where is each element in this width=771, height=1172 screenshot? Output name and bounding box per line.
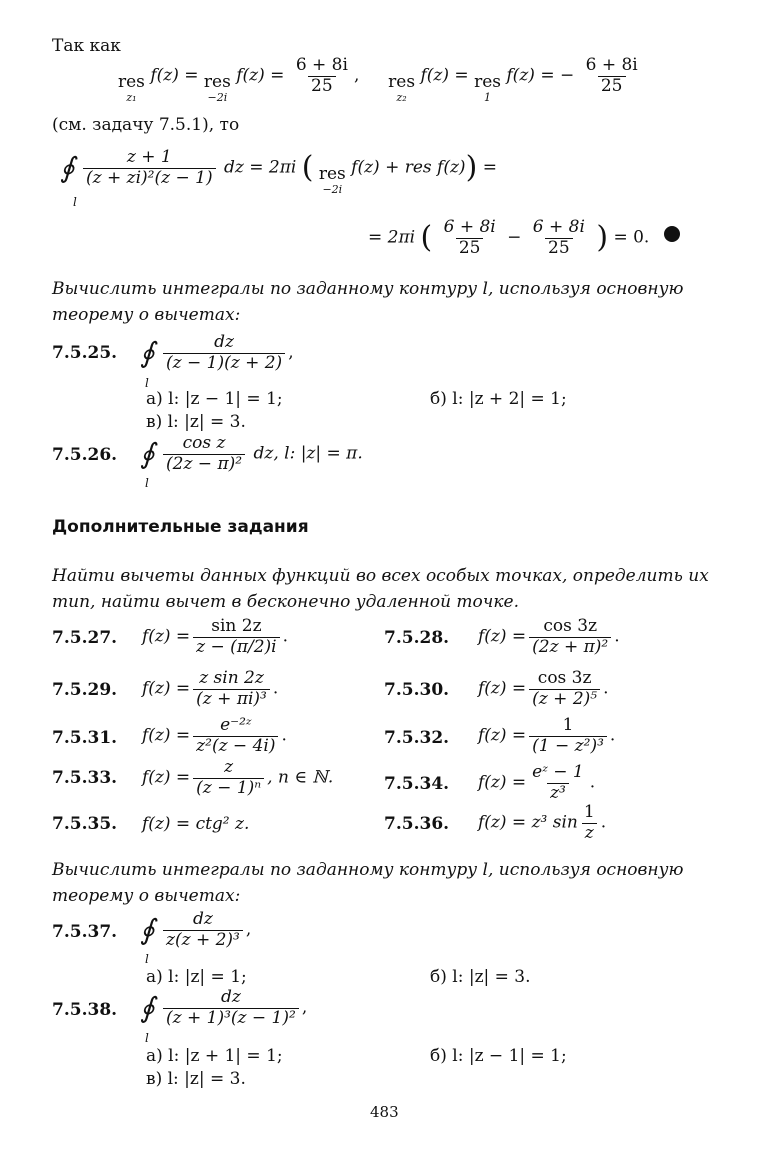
problem-number: 7.5.27. [52, 628, 118, 648]
problem-integral: ∮ $\frac{dz}{\text{z(z + 2)³}}$ , [140, 909, 252, 950]
problem-variant: б) l: |z| = 3. [430, 967, 531, 987]
function-def: f(z) = $\frac{\text{z sin 2z}}{\text{(z + πi)³}}$ . [142, 668, 279, 709]
section-heading: Дополнительные задания [52, 517, 309, 537]
res-m2i: res −2i [203, 71, 231, 104]
res-z2: res z₂ [388, 71, 416, 104]
integral-equation-line2: = 2πi ( $\frac{6 + 8i}{25}$ − $\frac{6 + 8i}{25}$ ) = 0. [368, 217, 650, 258]
contour-integral-icon: ∮ [60, 151, 75, 185]
see-problem-text: (см. задачу 7.5.1), то [52, 115, 240, 135]
function-def: f(z) = $\frac{\text{e⁻²ᶻ}}{\text{z²(z − 4i)}}$ . [142, 715, 287, 756]
problem-number: 7.5.37. [52, 922, 118, 942]
problem-number: 7.5.32. [384, 728, 450, 748]
problem-number: 7.5.35. [52, 814, 118, 834]
problem-variant: в) l: |z| = 3. [146, 412, 246, 432]
function-def: f(z) = ctg² z. [142, 814, 250, 834]
problem-number: 7.5.29. [52, 680, 118, 700]
task3-intro: Вычислить интегралы по заданному контуру l, используя основную теорему о вычетах: [52, 860, 684, 906]
end-of-solution-icon [664, 226, 680, 242]
intro-text: Так как [52, 36, 121, 56]
function-def: f(z) = z³ sin $\frac{1}{z}$ . [478, 802, 607, 843]
contour-integral-icon: ∮ [140, 437, 155, 471]
problem-variant: в) l: |z| = 3. [146, 1069, 246, 1089]
problem-integral: ∮ $\frac{dz}{(z - 1)(z + 2)}$ , [140, 332, 294, 373]
function-def: f(z) = $\frac{\cos 3z}{\text{(2z + π)²}}$ . [478, 616, 620, 657]
function-def: f(z) = $\frac{\cos 3z}{\text{(z + 2)⁵}}$ . [478, 668, 609, 709]
problem-variant: б) l: |z − 1| = 1; [430, 1046, 567, 1066]
page-number: 483 [370, 1103, 399, 1121]
function-def: f(z) = $\frac{z}{\text{(z − 1)ⁿ}}$ , n ∈ ℕ. [142, 757, 334, 798]
contour-integral-icon: ∮ [140, 913, 155, 947]
problem-number: 7.5.31. [52, 728, 118, 748]
res-z1: res z₁ [118, 71, 145, 104]
residue-equation: res z₁ f(z) = res −2i f(z) = $\frac{6 + 8i}{25}$ , res z₂ f(z) = res 1 f(z) = − $\frac{6 + 8i}{25}$ [118, 56, 644, 103]
problem-number: 7.5.33. [52, 768, 118, 788]
problem-variant: а) l: |z| = 1; [146, 967, 247, 987]
task1-intro: Вычислить интегралы по заданному контуру l, используя основную теорему о вычетах: [52, 279, 684, 325]
problem-variant: а) l: |z − 1| = 1; [146, 389, 283, 409]
problem-integral: ∮ $\frac{\text{cos z}}{\text{(2z − π)²}}$ dz, l: |z| = π. [140, 433, 363, 474]
problem-number: 7.5.26. [52, 445, 118, 465]
problem-number: 7.5.34. [384, 774, 450, 794]
residue-value-fraction-2: $\frac{6 + 8i}{25}$ [585, 55, 638, 96]
problem-variant: б) l: |z + 2| = 1; [430, 389, 567, 409]
contour-integral-icon: ∮ [140, 991, 155, 1025]
task2-intro: Найти вычеты данных функций во всех особых точках, определить их тип, найти вычет в бесконечно удаленной точке. [52, 566, 709, 612]
residue-value-fraction: $\frac{6 + 8i}{25}$ [295, 55, 348, 96]
res-1: res 1 [474, 71, 501, 104]
function-def: f(z) = $\frac{\text{eᶻ − 1}}{\text{z³}}$ . [478, 762, 596, 803]
problem-number: 7.5.28. [384, 628, 450, 648]
problem-variant: а) l: |z + 1| = 1; [146, 1046, 283, 1066]
problem-integral: ∮ $\frac{dz}{\text{(z + 1)³(z − 1)²}}$ , [140, 987, 308, 1028]
problem-number: 7.5.36. [384, 814, 450, 834]
problem-number: 7.5.30. [384, 680, 450, 700]
textbook-page: Так как res z₁ f(z) = res −2i f(z) = $\frac{6 + 8i}{25}$ , res z₂ f(z) = res 1 f(z) = − $\frac{6 + 8i}{25}$ (см. задачу 7.5.1), то ∮ $\frac{z + 1}{\text{(z + zi)²(z − 1)}}$ dz = 2πi ( res −2i f(z) + res f(z)) = l = 2πi ( $\frac{6 + 8i}{25}$ − $\frac{6 + 8i}{25}$ ) = 0. Вычислить интегралы по заданному контуру l, используя основную теорему о вычетах: 7.5.25. ∮ $\frac{dz}{(z - 1)(z + 2)}$ , l а) l: |z − 1| = 1; б) l: |z + 2| = 1; в) l: |z| = 3. 7.5.26. ∮ $\frac{\text{cos z}}{\text{(2z − π)²}}$ dz, l: |z| = π. l Дополнительные задания Найти вычеты данных функций во всех особых точках, определить их тип, найти вычет в бесконечно удаленной точке. 7.5.27. f(z) = $\frac{\sin 2z}{z - (\pi/2)i}$ . 7.5.28. f(z) = $\frac{\cos 3z}{\text{(2z + π)²}}$ . 7.5.29. f(z) = $\frac{\text{z sin 2z}}{\text{(z + πi)³}}$ . 7.5.30. f(z) = $\frac{\cos 3z}{\text{(z + 2)⁵}}$ . 7.5.31. f(z) = $\frac{\text{e⁻²ᶻ}}{\text{z²(z − 4i)}}$ . 7.5.32. f(z) = $\frac{1}{\text{(1 − z²)³}}$ . 7.5.33. f(z) = $\frac{z}{\text{(z − 1)ⁿ}}$ , n ∈ ℕ. 7.5.34. f(z) = $\frac{\text{eᶻ − 1}}{\text{z³}}$ . 7.5.35. f(z) = ctg² z. 7.5.36. f(z) = z³ sin $\frac{1}{z}$ . Вычислить интегралы по заданному контуру l, используя основную теорему о вычетах: 7.5.37. ∮ $\frac{dz}{\text{z(z + 2)³}}$ , l а) l: |z| = 1; б) l: |z| = 3. 7.5.38. ∮ $\frac{dz}{\text{(z + 1)³(z − 1)²}}$ , l а) l: |z + 1| = 1; б) l: |z − 1| = 1; в) l: |z| = 3. 483 [0, 0, 771, 1172]
integral-equation-line1: ∮ $\frac{z + 1}{\text{(z + zi)²(z − 1)}}$ dz = 2πi ( res −2i f(z) + res f(z)) = [60, 147, 497, 196]
problem-number: 7.5.25. [52, 343, 118, 363]
problem-number: 7.5.38. [52, 1000, 118, 1020]
function-def: f(z) = $\frac{\sin 2z}{z - (\pi/2)i}$ . [142, 616, 289, 657]
contour-integral-icon: ∮ [140, 336, 155, 370]
function-def: f(z) = $\frac{1}{\text{(1 − z²)³}}$ . [478, 715, 616, 756]
